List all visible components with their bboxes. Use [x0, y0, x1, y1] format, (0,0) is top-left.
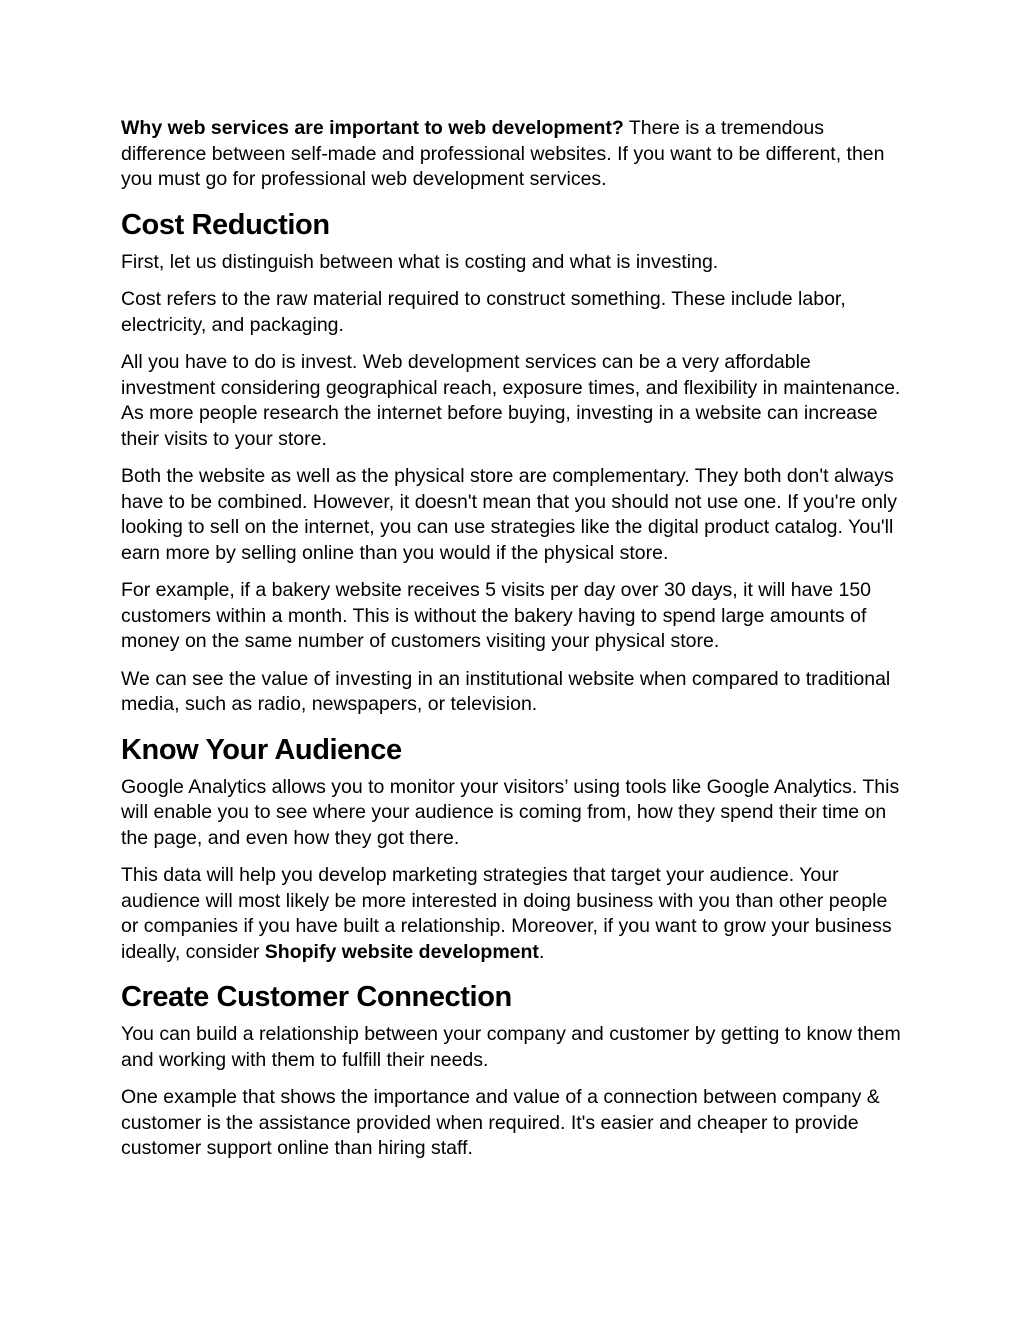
create-customer-connection-paragraph-1: You can build a relationship between your company and customer by getting to know them and working with them to fulfill their needs. [121, 1023, 901, 1071]
cost-reduction-paragraph-4: Both the website as well as the physical store are complementary. They both don't always have to be combined. However, it doesn't mean that you should not use one. If you're only looking to sell on the internet, you can use strategies like the digital product catalog. You'll earn more by selling online than you would if the physical store. [121, 465, 898, 564]
intro-paragraph [121, 116, 903, 193]
cost-reduction-paragraph-5: For example, if a bakery website receives 5 visits per day over 30 days, it will have 150 customers within a month. This is without the bakery having to spend large amounts of money on the same number of customers visiting your physical store. [121, 579, 872, 652]
know-your-audience-paragraph-2-post: . [538, 940, 545, 963]
cost-reduction-paragraph-2: Cost refers to the raw material required to construct something. These include labor, electricity, and packaging. [121, 288, 846, 336]
cost-reduction-paragraph-1: First, let us distinguish between what is costing and what is investing. [121, 250, 719, 273]
intro-bold-lead: Why web services are important to web development? [121, 117, 624, 139]
heading-know-your-audience: Know Your Audience [121, 733, 402, 766]
cost-reduction-paragraph-3: All you have to do is invest. Web development services can be a very affordable investment considering geographical reach, exposure times, and flexibility in maintenance. As more people research the internet before buying, investing in a website can increase their visits to your store. [121, 351, 901, 450]
heading-cost-reduction: Cost Reduction [121, 208, 330, 241]
create-customer-connection-paragraph-2: One example that shows the importance and value of a connection between company & customer is the assistance provided when required. It's easier and cheaper to provide customer support online than hiring staff. [121, 1086, 880, 1159]
shopify-website-development-bold: Shopify website development [264, 940, 539, 963]
cost-reduction-paragraph-6: We can see the value of investing in an institutional website when compared to traditional media, such as radio, newspapers, or television. [121, 667, 891, 715]
heading-create-customer-connection: Create Customer Connection [121, 981, 512, 1013]
know-your-audience-paragraph-2 [121, 863, 903, 965]
intro-rest-text: There is a tremendous difference between self-made and professional websites. If you want to be different, then you must go for professional web development services. [121, 117, 885, 190]
know-your-audience-paragraph-1: Google Analytics allows you to monitor your visitors’ using tools like Google Analytics. This will enable you to see where your audience is coming from, how they spend their time on the page, and even how they got there. [121, 775, 900, 849]
know-your-audience-paragraph-2-pre: This data will help you develop marketing strategies that target your audience. Your audience will most likely be more interested in doing business with you than other people or companies if you have built a relationship. Moreover, if you want to grow your business ideally, consider [121, 864, 892, 963]
